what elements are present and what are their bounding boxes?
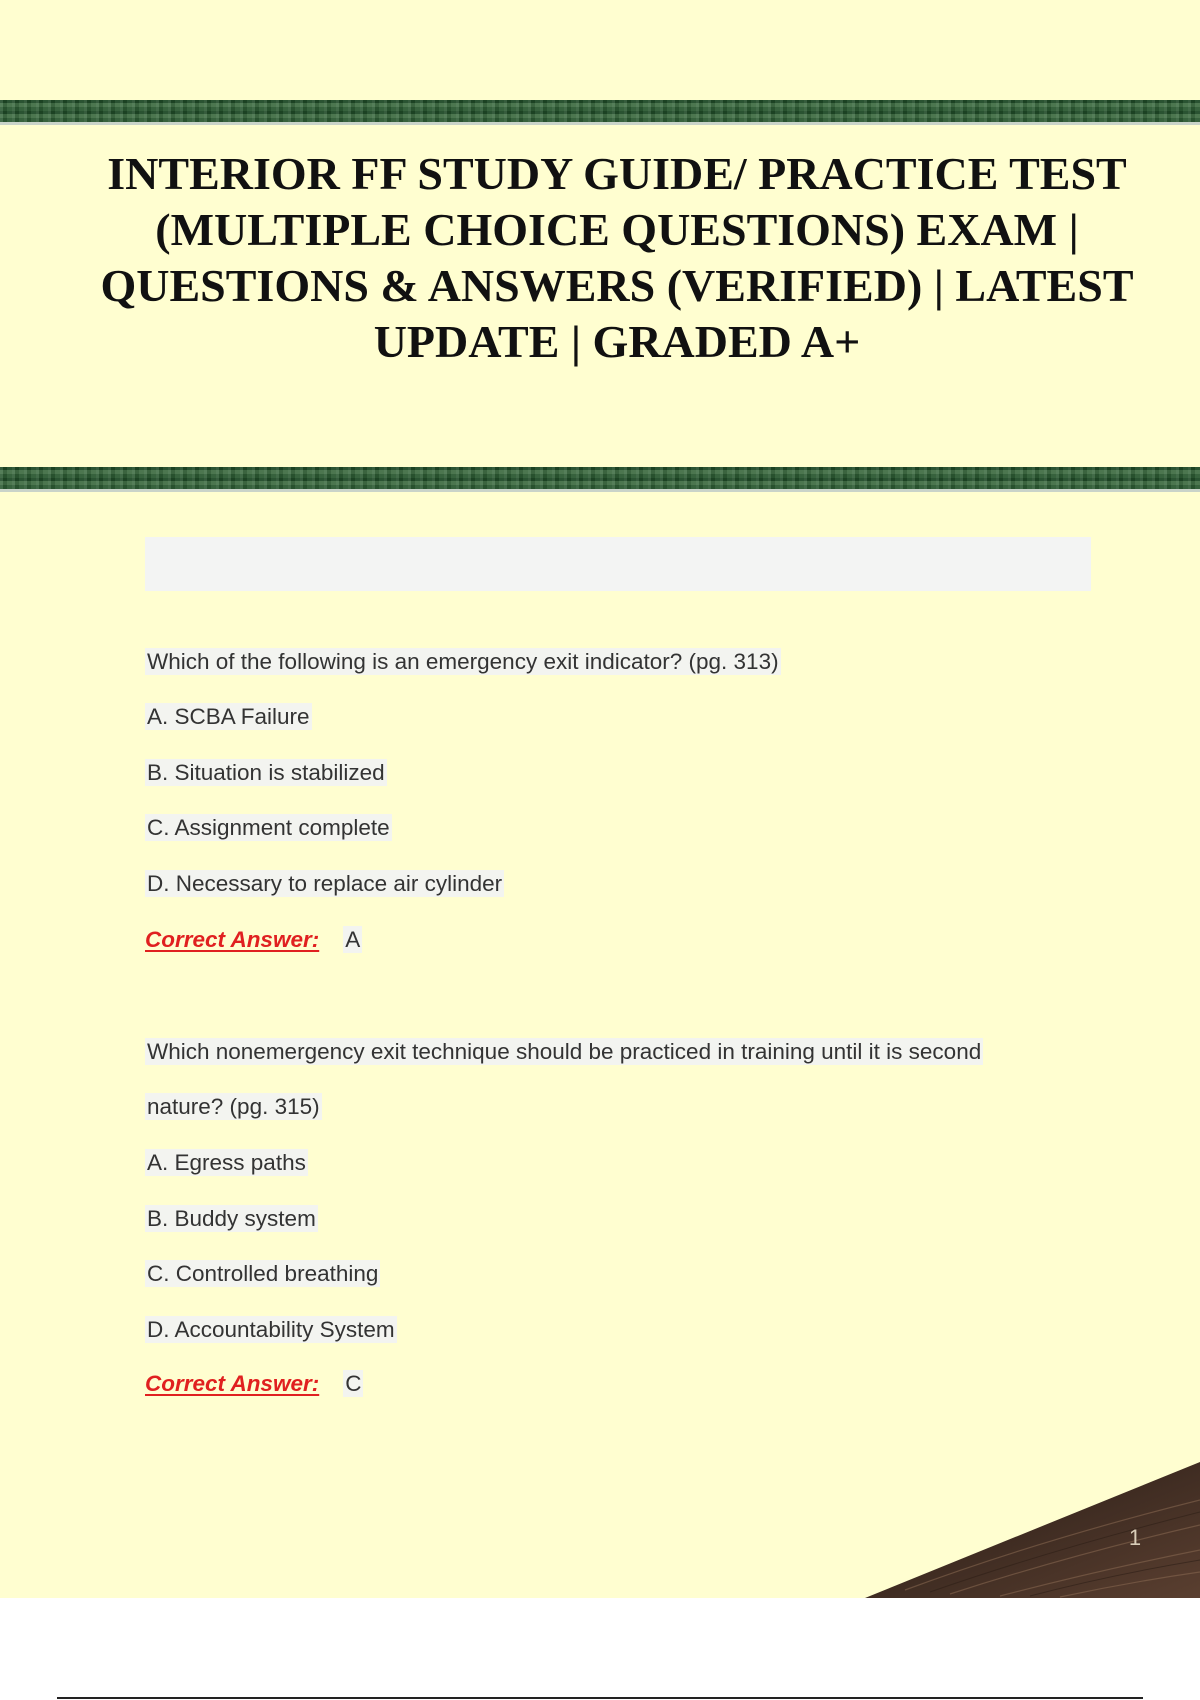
question-2-text-line-2: nature? (pg. 315) (147, 1094, 320, 1119)
footer-divider (57, 1697, 1143, 1699)
question-2-option-d: D. Accountability System (147, 1317, 395, 1342)
question-2-option-c: C. Controlled breathing (147, 1261, 379, 1286)
document-title: INTERIOR FF STUDY GUIDE/ PRACTICE TEST (MULTIPLE CHOICE QUESTIONS) EXAM | QUESTIONS & ANSWERS (VERIFIED) | LATEST UPDATE | GRADED A+ (100, 148, 1134, 367)
correct-answer-value: C (345, 1371, 362, 1396)
question-1-text: Which of the following is an emergency exit indicator? (pg. 313) (147, 649, 779, 674)
question-1-option-d: D. Necessary to replace air cylinder (147, 871, 503, 896)
correct-answer-label: Correct Answer: (145, 1371, 320, 1396)
question-2-text-line-1: Which nonemergency exit technique should be practiced in training until it is second (147, 1039, 982, 1064)
correct-answer-value: A (345, 927, 361, 952)
question-1-option-b: B. Situation is stabilized (147, 760, 385, 785)
question-1-option-c: C. Assignment complete (147, 815, 390, 840)
correct-answer-label: Correct Answer: (145, 927, 320, 952)
page-number: 1 (1128, 1525, 1142, 1550)
question-2-option-b: B. Buddy system (147, 1206, 316, 1231)
question-2-option-a: A. Egress paths (147, 1150, 306, 1175)
question-1-option-a: A. SCBA Failure (147, 704, 310, 729)
